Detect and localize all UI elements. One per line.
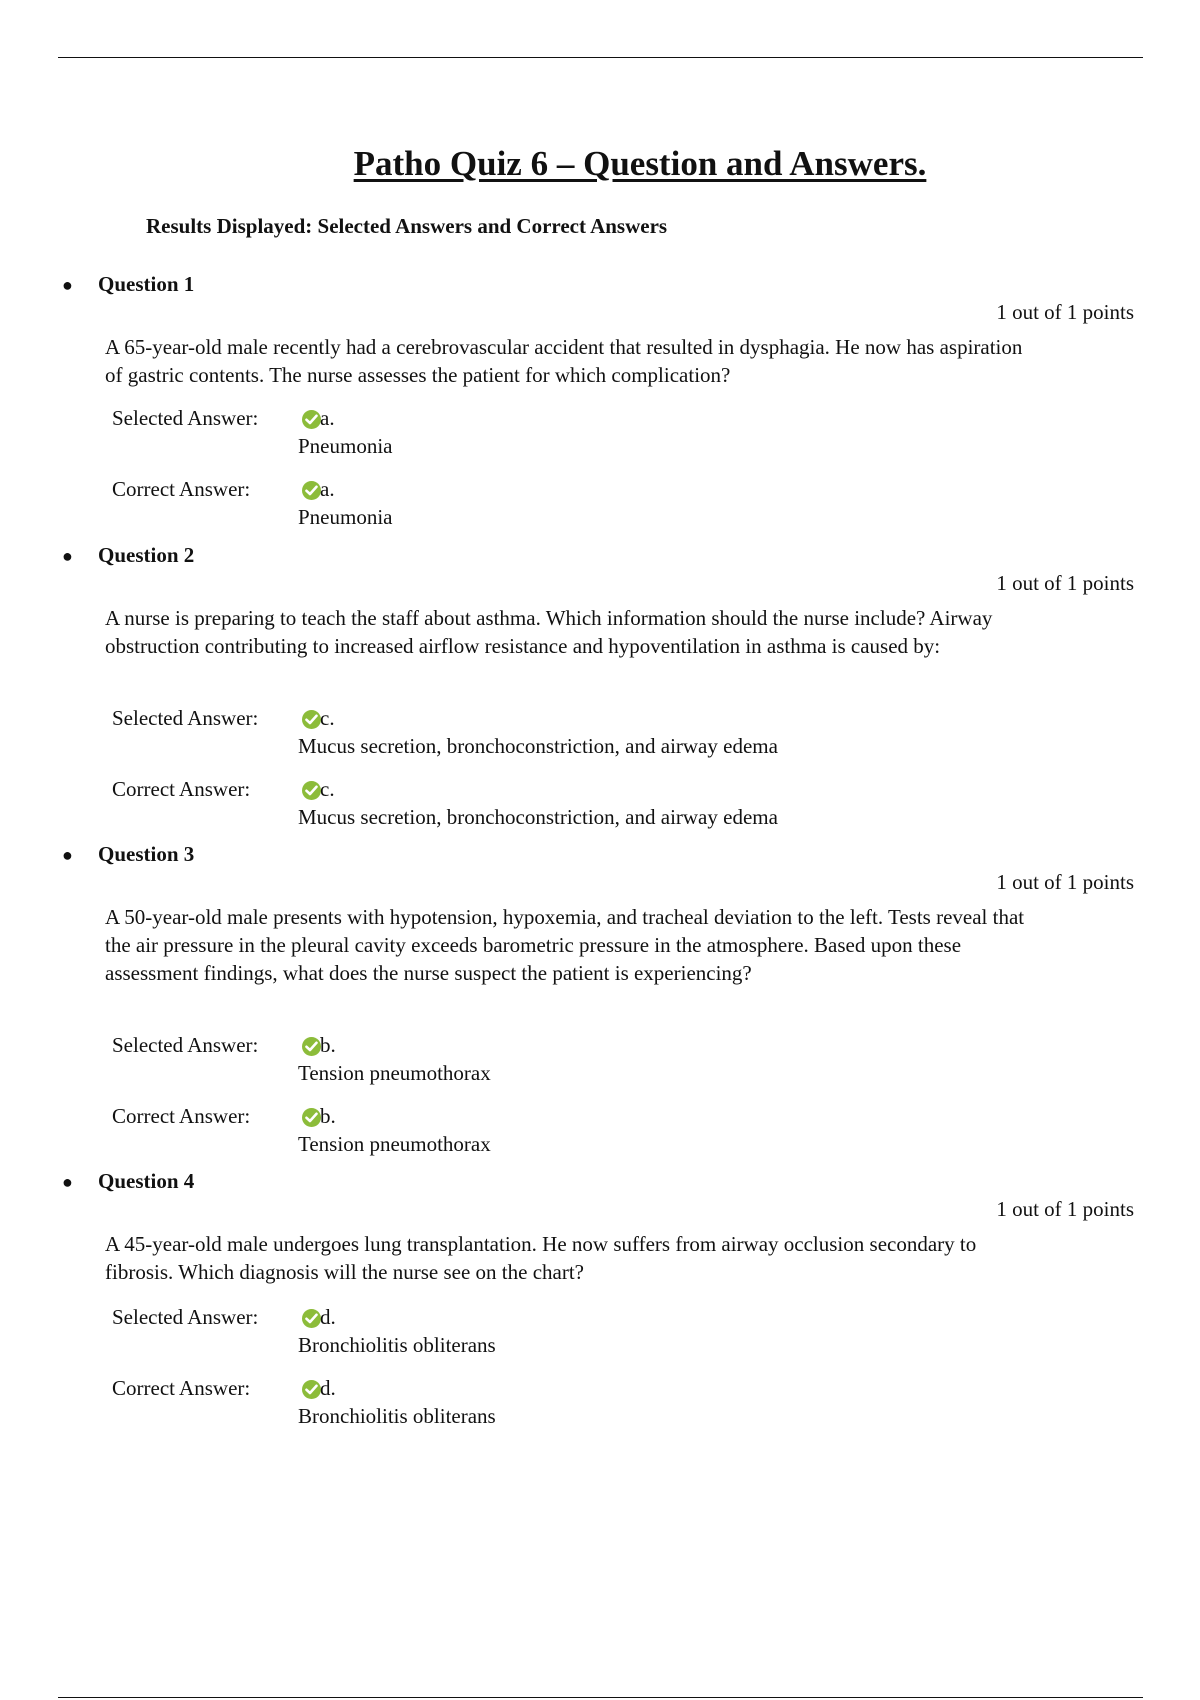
question-title: Question 3 [98,842,195,866]
question-points: 1 out of 1 points [996,870,1134,894]
answer-text: Pneumonia [298,505,393,529]
check-icon [302,1108,321,1127]
check-icon [302,1380,321,1399]
selected-answer-label: Selected Answer: [112,1305,259,1329]
answer-text: Tension pneumothorax [298,1061,491,1085]
answer-letter: c. [320,706,335,730]
selected-answer-label: Selected Answer: [112,1033,259,1057]
check-icon [302,1037,321,1056]
bullet: ● [62,845,73,865]
check-icon [302,1309,321,1328]
answer-letter: a. [320,406,335,430]
answer-letter: b. [320,1104,336,1128]
answer-text: Tension pneumothorax [298,1132,491,1156]
answer-text: Mucus secretion, bronchoconstriction, and airway edema [298,734,778,758]
bullet: ● [62,1172,73,1192]
correct-answer-label: Correct Answer: [112,1376,251,1400]
top-rule [58,57,1143,58]
check-icon [302,481,321,500]
check-icon [302,781,321,800]
question-text: A nurse is preparing to teach the staff about asthma. Which information should the nurse include? Airway obstruction contributing to increased airflow resistance and hypoventilation in asthma is caused by: [105,606,993,658]
answer-text: Bronchiolitis obliterans [298,1333,496,1357]
question-title: Question 1 [98,272,195,296]
question-text: A 50-year-old male presents with hypotension, hypoxemia, and tracheal deviation to the left. Tests reveal that the air pressure in the pleural cavity exceeds barometric pressure in the atmosphere. Based upon these assessment findings, what does the nurse suspect the patient is experiencing? [105,905,1025,985]
question-points: 1 out of 1 points [996,571,1134,595]
page-title: Patho Quiz 6 – Question and Answers. [353,144,927,183]
answer-letter: c. [320,777,335,801]
check-icon [302,410,321,429]
correct-answer-label: Correct Answer: [112,477,251,501]
question-text: A 65-year-old male recently had a cerebrovascular accident that resulted in dysphagia. He now has aspiration of gastric contents. The nurse assesses the patient for which complication? [105,335,1023,387]
answer-letter: a. [320,477,335,501]
question-title: Question 2 [98,543,195,567]
question-points: 1 out of 1 points [996,300,1134,324]
answer-text: Bronchiolitis obliterans [298,1404,496,1428]
bullet: ● [62,275,73,295]
answer-text: Mucus secretion, bronchoconstriction, and airway edema [298,805,778,829]
correct-answer-label: Correct Answer: [112,777,251,801]
check-icon [302,710,321,729]
selected-answer-label: Selected Answer: [112,406,259,430]
selected-answer-label: Selected Answer: [112,706,259,730]
answer-letter: d. [320,1376,336,1400]
bullet: ● [62,546,73,566]
question-points: 1 out of 1 points [996,1197,1134,1221]
answer-text: Pneumonia [298,434,393,458]
bottom-rule [58,1697,1143,1698]
results-subtitle: Results Displayed: Selected Answers and Correct Answers [146,214,668,238]
answer-letter: b. [320,1033,336,1057]
question-title: Question 4 [98,1169,195,1193]
answer-letter: d. [320,1305,336,1329]
correct-answer-label: Correct Answer: [112,1104,251,1128]
question-text: A 45-year-old male undergoes lung transplantation. He now suffers from airway occlusion secondary to fibrosis. Which diagnosis will the nurse see on the chart? [105,1232,977,1284]
